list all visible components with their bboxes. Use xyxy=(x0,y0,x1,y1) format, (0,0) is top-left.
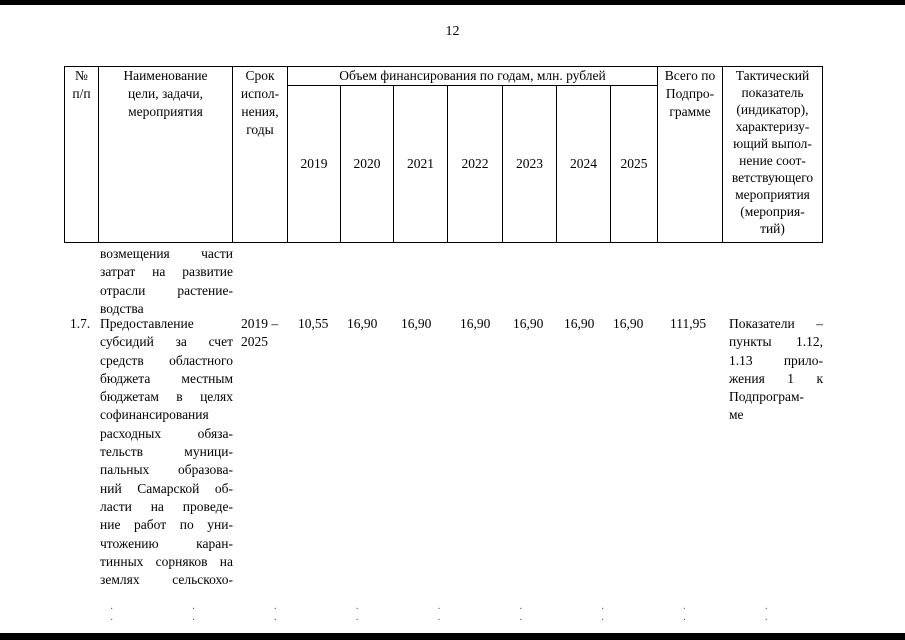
header-number: № п/п xyxy=(65,67,99,243)
value-2019: 10,55 xyxy=(298,316,329,331)
header-total: Всего по Подпро- грамме xyxy=(658,67,723,243)
row-name xyxy=(100,315,233,589)
row-total: 111,95 xyxy=(670,316,707,331)
value-2023: 16,90 xyxy=(513,316,544,331)
top-border-bar xyxy=(0,0,905,5)
continuation-line: возмещения части xyxy=(100,246,233,261)
name-line: чтожению каран- xyxy=(100,535,233,551)
bottom-border-bar xyxy=(0,633,905,640)
header-year: 2019 xyxy=(288,86,341,243)
value-2024: 16,90 xyxy=(564,316,595,331)
continuation-line: затрат на развитие xyxy=(100,264,233,280)
value-2020: 16,90 xyxy=(347,316,378,331)
table-header xyxy=(64,66,823,243)
term-line: 2025 xyxy=(241,334,268,350)
header-year: 2021 xyxy=(394,86,448,243)
value-2025: 16,90 xyxy=(613,316,644,331)
name-line: расходных обяза- xyxy=(100,425,233,441)
value-2021: 16,90 xyxy=(401,316,432,331)
name-line: средств областного xyxy=(100,352,233,368)
scan-noise: · · · · · · · · · · · · · · · · · · xyxy=(110,604,806,626)
indicator-line: Показатели – xyxy=(729,316,823,331)
name-line: ласти на проведе- xyxy=(100,498,233,514)
header-year: 2020 xyxy=(341,86,394,243)
name-line: пальных образова- xyxy=(100,462,233,478)
continuation-line: водства xyxy=(100,300,144,316)
indicator-line: жения 1 к xyxy=(729,370,823,386)
name-line: землях сельскохо- xyxy=(100,572,233,588)
row-indicator xyxy=(729,315,823,425)
row-term xyxy=(241,315,278,352)
header-year: 2024 xyxy=(557,86,611,243)
indicator-line: 1.13 прило- xyxy=(729,352,823,368)
name-line: софинансирования xyxy=(100,407,209,423)
name-line: бюджета местным xyxy=(100,370,233,386)
indicator-line: Подпрограм- xyxy=(729,389,805,405)
header-term: Срок испол- нения, годы xyxy=(233,67,288,243)
name-line: Предоставление xyxy=(100,316,194,331)
indicator-line: пункты 1.12, xyxy=(729,334,823,350)
row-number: 1.7. xyxy=(70,316,91,331)
value-2022: 16,90 xyxy=(460,316,491,331)
header-year: 2025 xyxy=(611,86,658,243)
name-line: ние работ по уни- xyxy=(100,517,233,533)
name-line: субсидий за счет xyxy=(100,334,233,350)
header-year: 2023 xyxy=(503,86,557,243)
name-line: тинных сорняков на xyxy=(100,553,233,569)
header-name: Наименование цели, задачи, мероприятия xyxy=(99,67,233,243)
continuation-text xyxy=(100,245,233,318)
name-line: тельств муници- xyxy=(100,444,233,460)
name-line: бюджетам в целях xyxy=(100,389,233,405)
header-indicator: Тактический показатель (индикатор), характеризу- ющий выпол- нение соот- ветствующего мероприятия (мероприя- тий) xyxy=(723,67,823,243)
continuation-line: отрасли растение- xyxy=(100,282,233,298)
indicator-line: ме xyxy=(729,407,744,423)
term-line: 2019 – xyxy=(241,316,279,331)
header-funding: Объем финансирования по годам, млн. рублей xyxy=(288,67,658,86)
page-number: 12 xyxy=(445,24,460,39)
header-year: 2022 xyxy=(448,86,503,243)
name-line: ний Самарской об- xyxy=(100,480,233,496)
